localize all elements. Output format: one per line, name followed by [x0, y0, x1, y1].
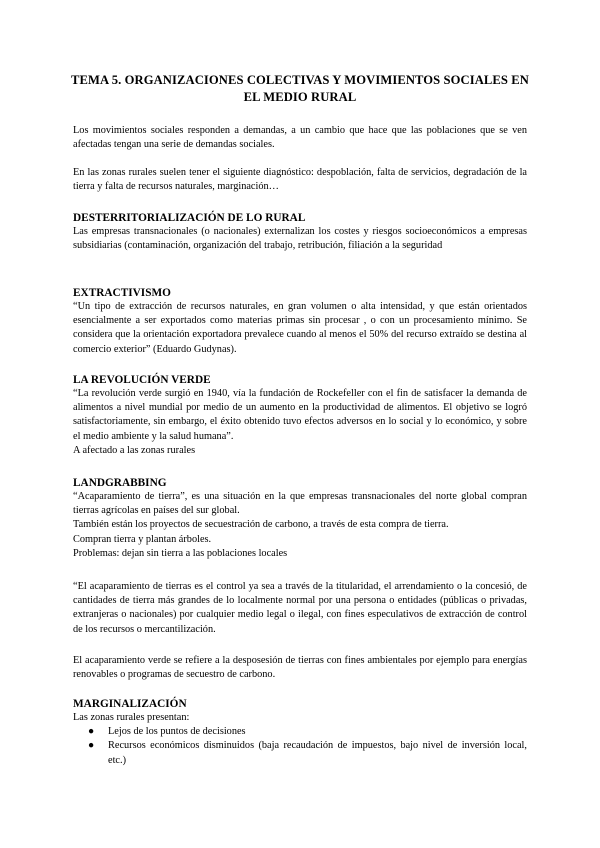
landgrabbing-line: También están los proyectos de secuestración de carbono, a través de esta compra de tierra. — [73, 519, 449, 531]
section-heading: DESTERRITORIALIZACIÓN DE LO RURAL — [73, 212, 306, 224]
list-item-text: Lejos de los puntos de decisiones — [108, 726, 246, 738]
section-extractivismo — [73, 286, 527, 357]
landgrabbing-line: Compran tierra y plantan árboles. — [73, 533, 212, 545]
section-note: A afectado a las zonas rurales — [73, 444, 196, 456]
intro-paragraph-2: En las zonas rurales suelen tener el siguiente diagnóstico: despoblación, falta de servicios, degradación de la tierra y falta de recursos naturales, marginación… — [73, 167, 527, 193]
section-heading: LANDGRABBING — [73, 477, 167, 489]
section-revolucion-verde — [73, 373, 527, 458]
bullet-icon: ● — [88, 740, 95, 752]
section-text: Las empresas transnacionales (o nacionales) externalizan los costes y riesgos socioeconómicos a empresas subsidiarias (contaminación, organización del trabajo, retribución, filiación a la seguridad — [73, 226, 527, 252]
section-heading: LA REVOLUCIÓN VERDE — [73, 374, 211, 386]
section-text: “Un tipo de extracción de recursos naturales, en gran volumen o alta intensidad, y que están orientados esencialmente a ser exportados como materias primas sin procesar , o con un procesamiento mínimo. Se considera que la orientación exportadora prevalece cuando al menos el 50% del recurso extraído se destina al comercio exterior” (Eduardo Gudynas). — [73, 301, 527, 355]
landgrabbing-quote: “El acaparamiento de tierras es el control ya sea a través de la titularidad, el arrendamiento o la concesió, de cantidades de tierra más grandes de lo localmente normal por una persona o entidades (públicas o privadas, extranjeras o nacionales) por cualquier medio legal o ilegal, con fines especulativos de extracción de control de los recursos o mercantilización. — [73, 581, 527, 635]
section-landgrabbing — [73, 476, 527, 561]
section-marginalizacion — [73, 697, 527, 768]
landgrabbing-green: El acaparamiento verde se refiere a la desposesión de tierras con fines ambientales por ejemplo para energías renovables o programas de secuestro de carbono. — [73, 655, 527, 681]
intro-paragraph-1: Los movimientos sociales responden a demandas, a un cambio que hace que las poblaciones que se ven afectadas tengan una serie de demandas sociales. — [73, 125, 527, 151]
section-text: “La revolución verde surgió en 1940, vía la fundación de Rockefeller con el fin de satisfacer la demanda de alimentos a nivel mundial por medio de un aumento en la productividad de alimentos. El objetivo se logró satisfactoriamente, sin embargo, el éxito obtenido tuvo efectos adversos en lo social y lo económico, y sobre el medio ambiente y la salud humana”. — [73, 388, 527, 442]
section-text: Las zonas rurales presentan: — [73, 712, 190, 723]
section-text: “Acaparamiento de tierra”, es una situación en la que empresas transnacionales del norte global compran tierras agrícolas en países del sur global. — [73, 491, 527, 517]
section-heading: EXTRACTIVISMO — [73, 287, 171, 299]
list-item — [73, 739, 527, 767]
list-item — [73, 725, 527, 739]
bullet-list — [73, 725, 527, 768]
landgrabbing-line: Problemas: dejan sin tierra a las poblaciones locales — [73, 547, 288, 559]
list-item-text: Recursos económicos disminuidos (baja recaudación de impuestos, bajo nivel de inversión local, etc.) — [108, 740, 527, 766]
section-heading: MARGINALIZACIÓN — [73, 698, 187, 710]
bullet-icon: ● — [88, 726, 95, 738]
section-desterritorializacion — [73, 211, 527, 253]
page-title: TEMA 5. ORGANIZACIONES COLECTIVAS Y MOVIMIENTOS SOCIALES EN EL MEDIO RURAL — [71, 73, 529, 104]
